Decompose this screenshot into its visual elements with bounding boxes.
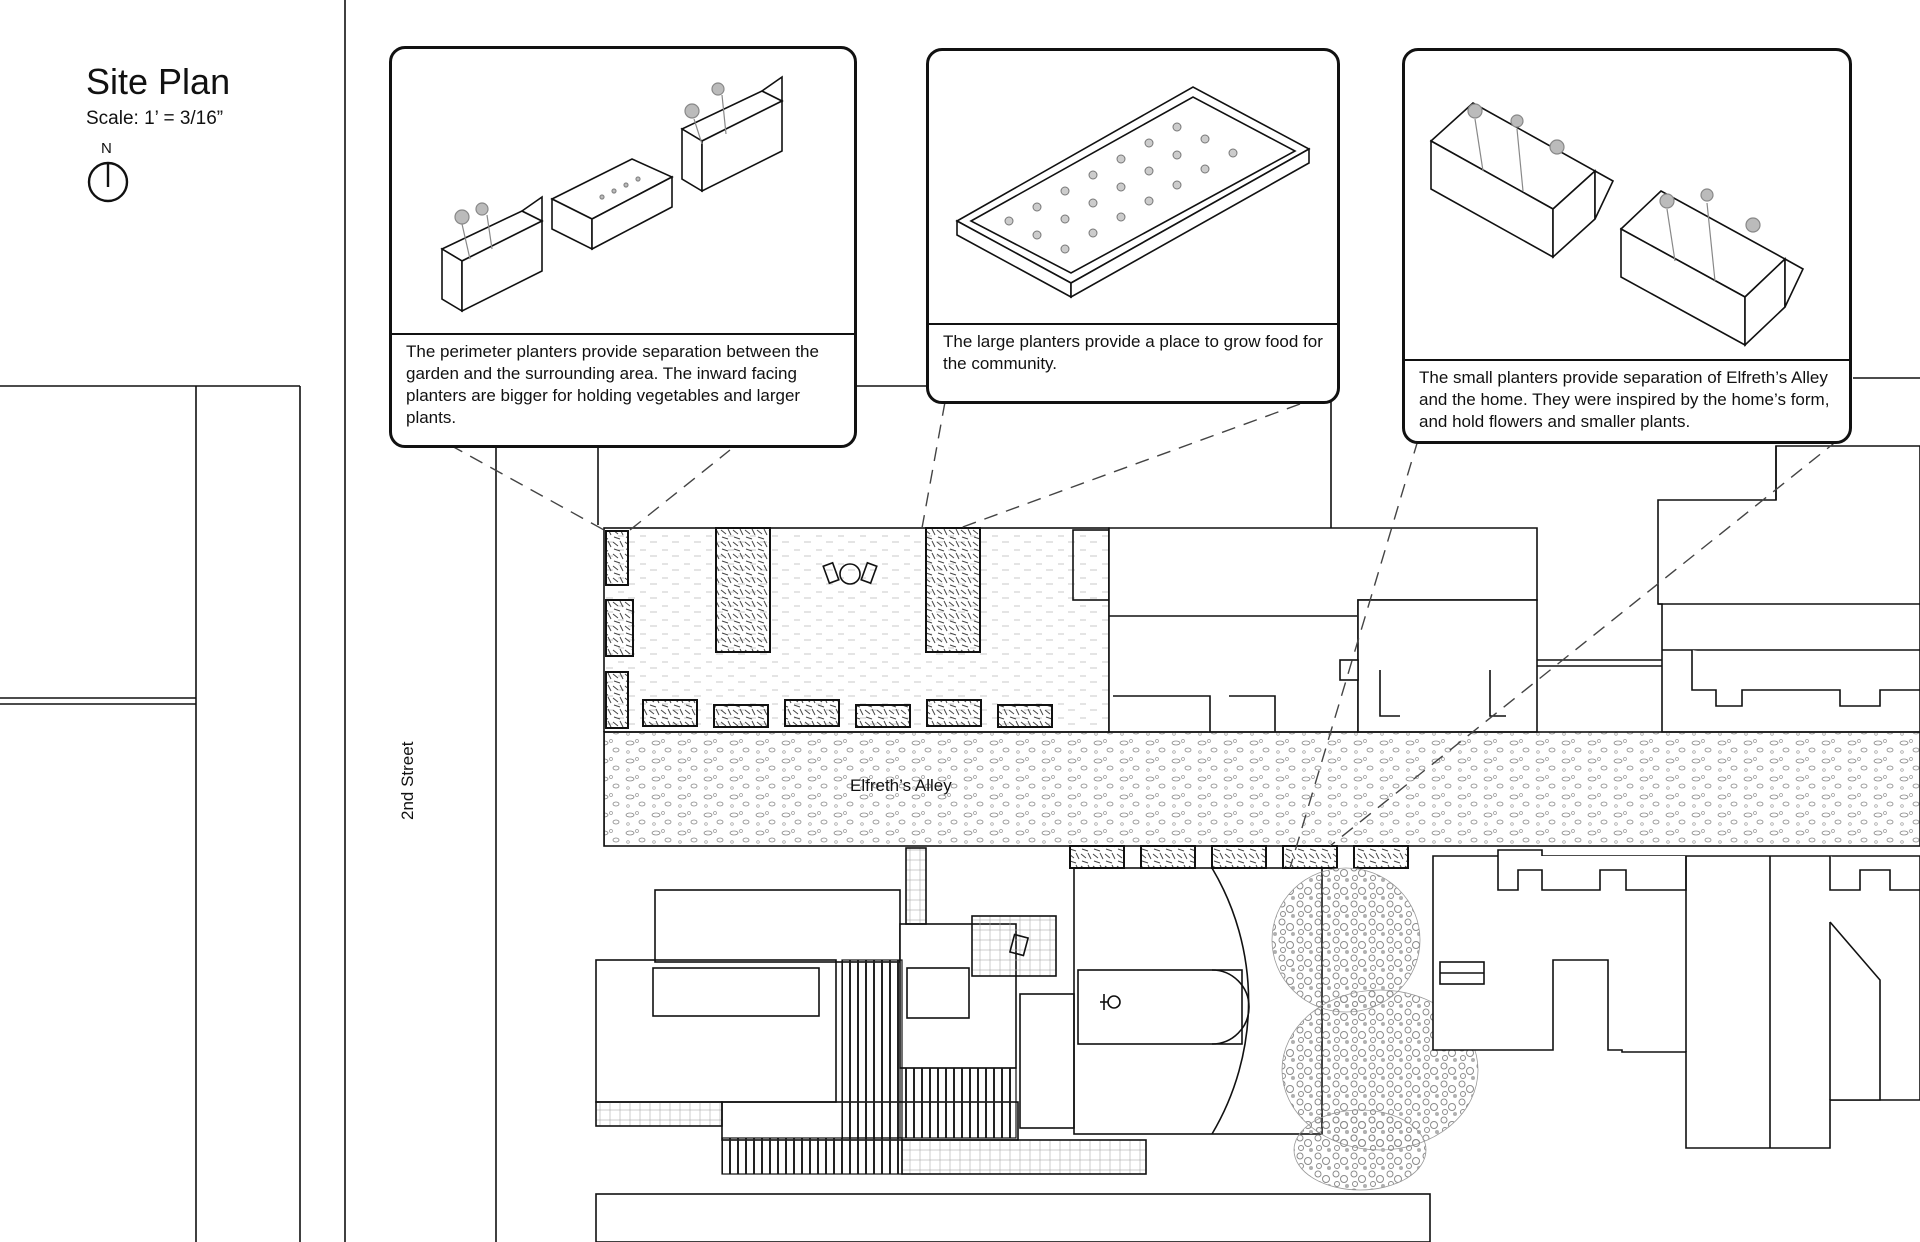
callout-large-planters	[926, 48, 1340, 404]
callout-perimeter-planters	[389, 46, 857, 448]
perimeter-planters-illustration	[392, 49, 857, 339]
street-label: 2nd Street	[398, 741, 417, 820]
callout-small-planters	[1402, 48, 1852, 444]
small-planter-caption: The small planters provide separation of Elfreth’s Alley and the home. They were inspired by the home’s form, and hold flowers and smaller plants.	[1405, 359, 1849, 441]
north-arrow-icon	[89, 163, 127, 201]
page-title: Site Plan	[86, 61, 231, 102]
alley-label: Elfreth’s Alley	[850, 776, 952, 795]
perimeter-caption: The perimeter planters provide separation between the garden and the surrounding area. The inward facing planters are bigger for holding vegetables and larger plants.	[392, 333, 854, 445]
large-planter-caption: The large planters provide a place to grow food for the community.	[929, 323, 1337, 401]
north-label: N	[101, 140, 112, 157]
large-planter-illustration	[929, 51, 1340, 321]
scale-label: Scale: 1’ = 3/16”	[86, 108, 224, 129]
small-planters-illustration	[1405, 51, 1852, 351]
